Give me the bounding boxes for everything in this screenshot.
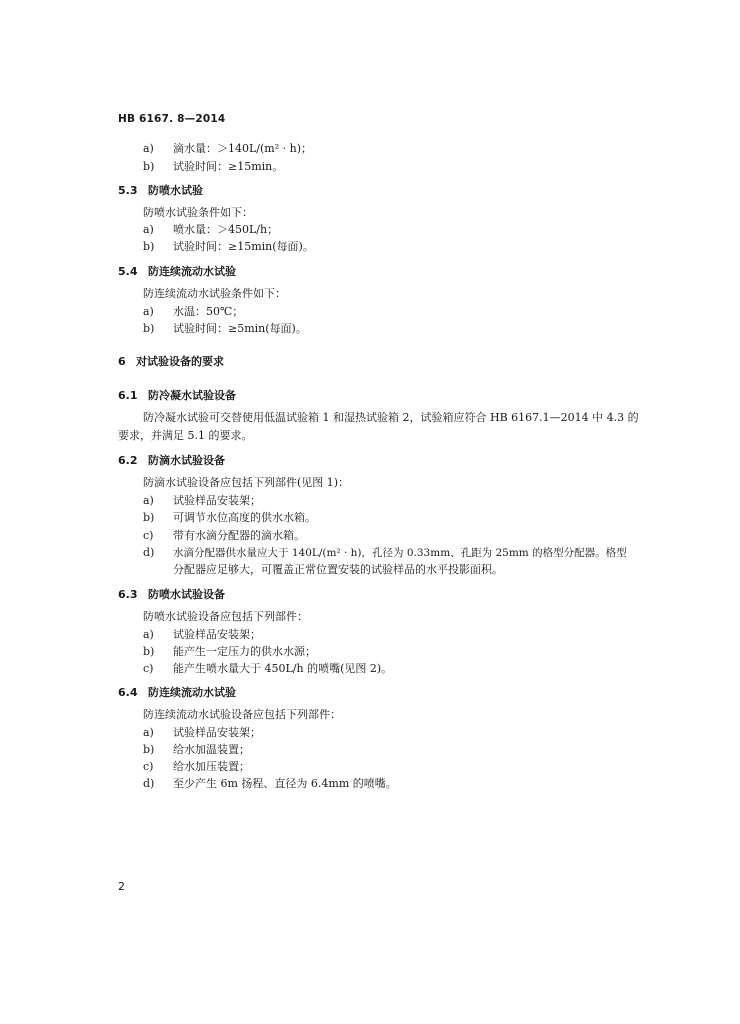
list-marker: c) — [143, 529, 154, 542]
page-number: 2 — [118, 880, 125, 893]
list-item — [143, 160, 283, 174]
list-item — [143, 494, 261, 508]
list-text: 喷水量：＞450L/h； — [173, 223, 279, 236]
section-heading-6-3 — [118, 588, 225, 602]
section-heading-5-4 — [118, 265, 236, 279]
list-marker: b) — [143, 240, 155, 253]
section-title: 防滴水试验设备 — [148, 454, 225, 467]
list-text: 可调节水位高度的供水水箱。 — [173, 511, 316, 524]
list-marker: a) — [143, 223, 154, 236]
list-marker: a) — [143, 628, 154, 641]
section-number: 6.1 — [118, 389, 138, 402]
list-marker: a) — [143, 726, 154, 739]
paragraph: 防喷水试验条件如下： — [143, 206, 253, 219]
chapter-heading-6 — [118, 355, 224, 369]
paragraph-line: 要求，并满足 5.1 的要求。 — [118, 429, 253, 442]
list-marker: a) — [143, 142, 154, 155]
list-text: 试验时间：≥5min(每面)。 — [173, 322, 307, 335]
list-item — [143, 305, 243, 319]
list-item — [143, 529, 305, 543]
section-heading-6-1 — [118, 389, 236, 403]
section-title: 防喷水试验设备 — [148, 588, 225, 601]
section-number: 6.2 — [118, 454, 138, 467]
list-item — [143, 223, 278, 237]
list-marker: b) — [143, 743, 155, 756]
list-marker: b) — [143, 645, 155, 658]
list-marker: b) — [143, 160, 155, 173]
paragraph: 防喷水试验设备应包括下列部件： — [143, 610, 308, 623]
paragraph: 防连续流动水试验设备应包括下列部件： — [143, 708, 341, 721]
list-item — [143, 726, 261, 740]
list-item — [143, 743, 250, 757]
list-text: 试验样品安装架； — [173, 726, 261, 739]
paragraph-line: 防冷凝水试验可交替使用低温试验箱 1 和湿热试验箱 2，试验箱应符合 HB 6167.1—2014 中 4.3 的 — [143, 411, 639, 424]
list-marker: d) — [143, 777, 155, 790]
list-item-continuation: 分配器应足够大，可覆盖正常位置安装的试验样品的水平投影面积。 — [173, 563, 503, 576]
section-number: 6 — [118, 355, 126, 368]
list-item — [143, 760, 250, 774]
list-text: 至少产生 6m 扬程、直径为 6.4mm 的喷嘴。 — [173, 777, 397, 790]
section-heading-5-3 — [118, 184, 203, 198]
list-marker: a) — [143, 494, 154, 507]
list-item — [143, 662, 392, 676]
section-title: 对试验设备的要求 — [136, 355, 224, 368]
list-text: 能产生一定压力的供水水源； — [173, 645, 316, 658]
list-marker: d) — [143, 546, 155, 559]
section-heading-6-2 — [118, 454, 225, 468]
list-text: 试验样品安装架； — [173, 494, 261, 507]
list-text: 滴水量：＞140L/(m² · h)； — [173, 142, 313, 155]
list-text: 给水加温装置； — [173, 743, 250, 756]
section-title: 防喷水试验 — [148, 184, 203, 197]
list-text: 试验时间：≥15min(每面)。 — [173, 240, 314, 253]
list-text: 试验时间：≥15min。 — [173, 160, 284, 173]
list-item — [143, 628, 261, 642]
section-number: 5.4 — [118, 265, 138, 278]
list-marker: a) — [143, 305, 154, 318]
paragraph: 防滴水试验设备应包括下列部件(见图 1)： — [143, 476, 350, 489]
list-item — [143, 322, 307, 336]
list-text: 能产生喷水量大于 450L/h 的喷嘴(见图 2)。 — [173, 662, 393, 675]
document-code-header: HB 6167. 8—2014 — [118, 113, 226, 125]
list-marker: b) — [143, 511, 155, 524]
list-item — [143, 142, 312, 156]
list-marker: c) — [143, 760, 154, 773]
list-item — [143, 645, 316, 659]
section-title: 防冷凝水试验设备 — [148, 389, 236, 402]
section-heading-6-4 — [118, 686, 236, 700]
list-text: 水滴分配器供水量应大于 140L/(m² · h)，孔径为 0.33mm、孔距为 25mm 的格型分配器。格型 — [173, 547, 627, 559]
section-title: 防连续流动水试验 — [148, 265, 236, 278]
section-number: 5.3 — [118, 184, 138, 197]
list-item — [143, 511, 316, 525]
section-title: 防连续流动水试验 — [148, 686, 236, 699]
paragraph: 防连续流动水试验条件如下： — [143, 287, 286, 300]
list-item — [143, 546, 627, 560]
list-text: 水温：50℃； — [173, 305, 244, 318]
list-marker: c) — [143, 662, 154, 675]
section-number: 6.4 — [118, 686, 138, 699]
list-marker: b) — [143, 322, 155, 335]
list-text: 给水加压装置； — [173, 760, 250, 773]
section-number: 6.3 — [118, 588, 138, 601]
list-text: 带有水滴分配器的滴水箱。 — [173, 529, 305, 542]
list-text: 试验样品安装架； — [173, 628, 261, 641]
list-item — [143, 777, 397, 791]
list-item — [143, 240, 314, 254]
